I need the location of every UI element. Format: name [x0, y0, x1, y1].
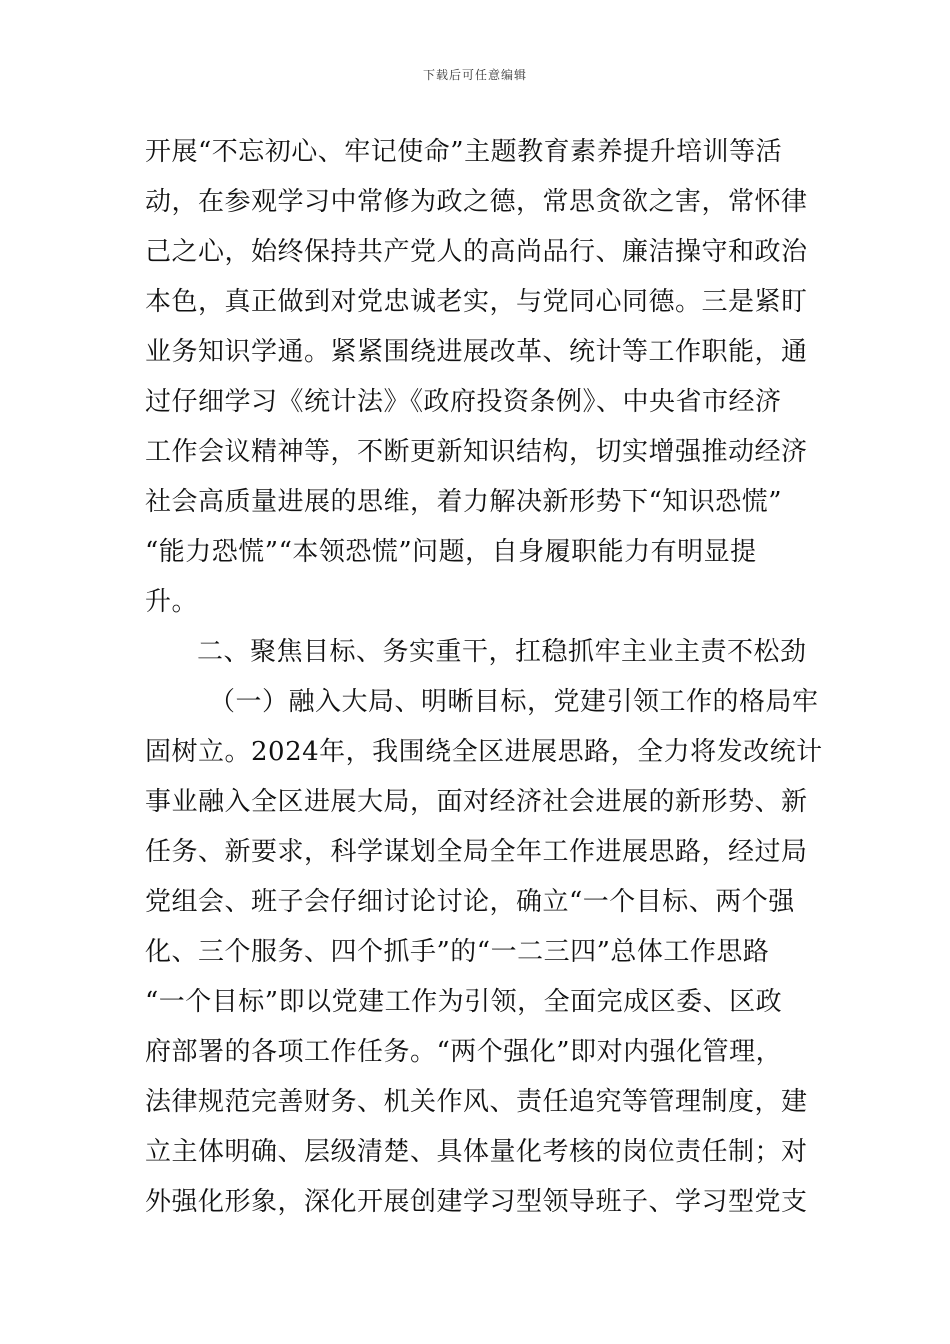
- body-line: 任务、新要求，科学谋划全局全年工作进展思路，经过局: [145, 837, 808, 867]
- section-heading: 二、聚焦目标、务实重干，扛稳抓牢主业主责不松劲: [197, 637, 807, 667]
- body-line: “能力恐慌”“本领恐慌”问题，自身履职能力有明显提: [145, 537, 757, 567]
- subsection-heading: （一）融入大局、明晰目标，党建引领工作的格局牢: [209, 687, 819, 717]
- body-line: 外强化形象，深化开展创建学习型领导班子、学习型党支: [145, 1187, 808, 1217]
- body-line: 立主体明确、层级清楚、具体量化考核的岗位责任制；对: [145, 1137, 808, 1167]
- body-line: 党组会、班子会仔细讨论讨论，确立“一个目标、两个强: [145, 887, 795, 917]
- body-line: 府部署的各项工作任务。“两个强化”即对内强化管理，: [145, 1037, 783, 1067]
- body-line: 本色，真正做到对党忠诚老实，与党同心同德。三是紧盯: [145, 287, 808, 317]
- body-line: 己之心，始终保持共产党人的高尚品行、廉洁操守和政治: [145, 237, 808, 267]
- body-line: 工作会议精神等，不断更新知识结构，切实增强推动经济: [145, 437, 808, 467]
- body-line: 过仔细学习《统计法》《政府投资条例》、中央省市经济: [145, 387, 782, 417]
- body-line: 动，在参观学习中常修为政之德，常思贪欲之害，常怀律: [145, 187, 808, 217]
- body-line: 业务知识学通。紧紧围绕进展改革、统计等工作职能，通: [145, 337, 808, 367]
- body-line: “一个目标”即以党建工作为引领，全面完成区委、区政: [145, 987, 783, 1017]
- body-line: 事业融入全区进展大局，面对经济社会进展的新形势、新: [145, 787, 808, 817]
- body-line: 开展“不忘初心、牢记使命”主题教育素养提升培训等活: [145, 137, 783, 167]
- body-line: 化、三个服务、四个抓手”的“一二三四”总体工作思路: [145, 937, 770, 967]
- body-line: 社会高质量进展的思维，着力解决新形势下“知识恐慌”: [145, 487, 783, 517]
- document-body: [145, 127, 823, 1227]
- body-line: 法律规范完善财务、机关作风、责任追究等管理制度，建: [145, 1087, 808, 1117]
- body-line: 固树立。2024年，我围绕全区进展思路，全力将发改统计: [145, 737, 823, 767]
- body-line: 升。: [145, 587, 199, 617]
- page-header: 下载后可任意编辑: [422, 68, 527, 82]
